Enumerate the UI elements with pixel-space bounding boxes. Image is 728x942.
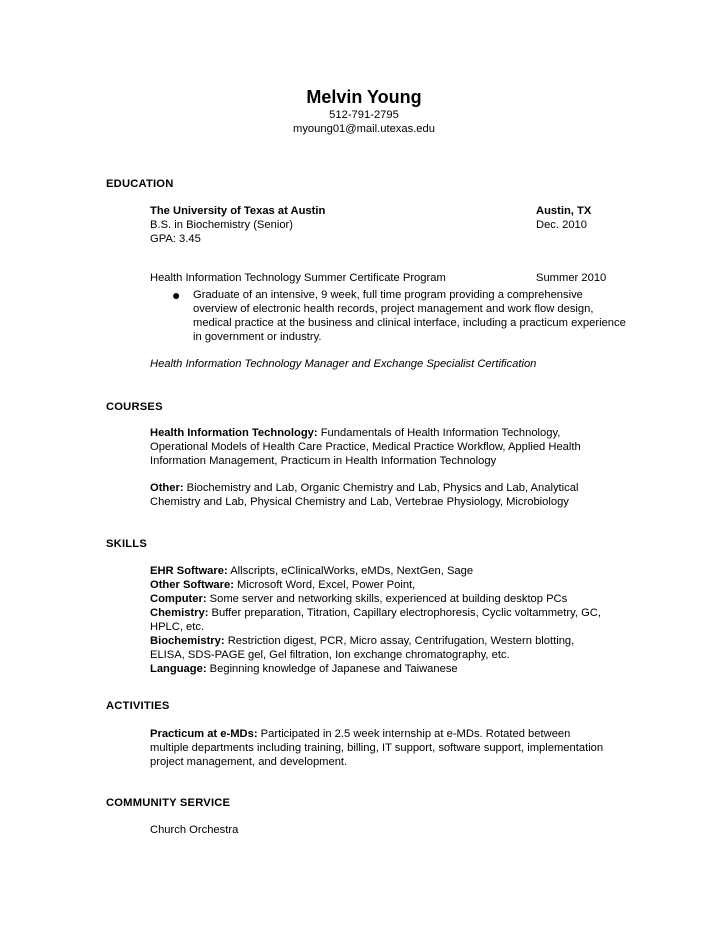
education-heading: EDUCATION: [106, 178, 174, 190]
program-description: Graduate of an intensive, 9 week, full time program providing a comprehensive overview of electronic health records, project management and work flow design, medical practice at the business and clinical interface, including a practicum experience in government or industry.: [193, 289, 626, 343]
candidate-name: Melvin Young: [306, 87, 422, 107]
activity-text: Participated in 2.5 week internship at e-MDs. Rotated between multiple departments including training, billing, IT support, software support, implementation project management, and development.: [150, 728, 604, 768]
courses-hit-text: Fundamentals of Health Information Technology, Operational Models of Health Care Practice, Medical Practice Workflow, Applied Health Information Management, Practicum in Health Information Technology: [150, 427, 581, 467]
program-date: Summer 2010: [536, 272, 607, 284]
skill-label: EHR Software:: [150, 565, 228, 577]
school-name: The University of Texas at Austin: [150, 205, 326, 217]
skill-item: [150, 578, 612, 592]
skill-label: Biochemistry:: [150, 635, 225, 647]
certification: Health Information Technology Manager and Exchange Specialist Certification: [150, 358, 537, 370]
courses-other-text: Biochemistry and Lab, Organic Chemistry and Lab, Physics and Lab, Analytical Chemistry and Lab, Physical Chemistry and Lab, Vertebrae Physiology, Microbiology: [150, 482, 579, 508]
program-bullet-item: [150, 288, 629, 344]
education-program-block: [150, 271, 630, 344]
courses-other-label: Other:: [150, 482, 184, 494]
skill-item: [150, 634, 612, 662]
email-address: myoung01@mail.utexas.edu: [293, 123, 435, 135]
community-service-heading: COMMUNITY SERVICE: [106, 797, 231, 809]
activity-label: Practicum at e-MDs:: [150, 728, 258, 740]
skills-list: [150, 564, 612, 676]
degree-date: Dec. 2010: [536, 219, 587, 231]
skill-label: Chemistry:: [150, 607, 209, 619]
degree: B.S. in Biochemistry (Senior): [150, 219, 293, 231]
courses-hit: [150, 426, 616, 468]
skill-text: Restriction digest, PCR, Micro assay, Centrifugation, Western blotting, ELISA, SDS-PAGE gel, Gel filtration, Ion exchange chromatography, etc.: [150, 635, 575, 661]
skill-text: Microsoft Word, Excel, Power Point,: [233, 579, 416, 591]
skill-text: Some server and networking skills, experienced at building desktop PCs: [206, 593, 568, 605]
skill-item: [150, 662, 612, 676]
courses-other: [150, 481, 616, 509]
skill-text: Buffer preparation, Titration, Capillary electrophoresis, Cyclic voltammetry, GC, HPLC, etc.: [150, 607, 601, 633]
skills-heading: SKILLS: [106, 538, 147, 550]
skill-label: Other Software:: [150, 579, 234, 591]
education-school-block: [150, 204, 630, 246]
skill-label: Language:: [150, 663, 207, 675]
program-name: Health Information Technology Summer Certificate Program: [150, 272, 446, 284]
skill-item: [150, 606, 612, 634]
community-service-item: Church Orchestra: [150, 824, 239, 836]
phone-number: 512-791-2795: [329, 109, 399, 121]
resume-header: [0, 86, 728, 136]
skill-label: Computer:: [150, 593, 207, 605]
courses-hit-label: Health Information Technology:: [150, 427, 318, 439]
school-location: Austin, TX: [536, 205, 592, 217]
skill-text: Allscripts, eClinicalWorks, eMDs, NextGen, Sage: [227, 565, 474, 577]
activities-heading: ACTIVITIES: [106, 700, 170, 712]
bullet-icon: ●: [172, 287, 181, 303]
gpa: GPA: 3.45: [150, 233, 201, 245]
skill-text: Beginning knowledge of Japanese and Taiwanese: [206, 663, 458, 675]
skill-item: [150, 564, 612, 578]
skill-item: [150, 592, 612, 606]
courses-heading: COURSES: [106, 401, 163, 413]
activities-item: [150, 727, 608, 769]
